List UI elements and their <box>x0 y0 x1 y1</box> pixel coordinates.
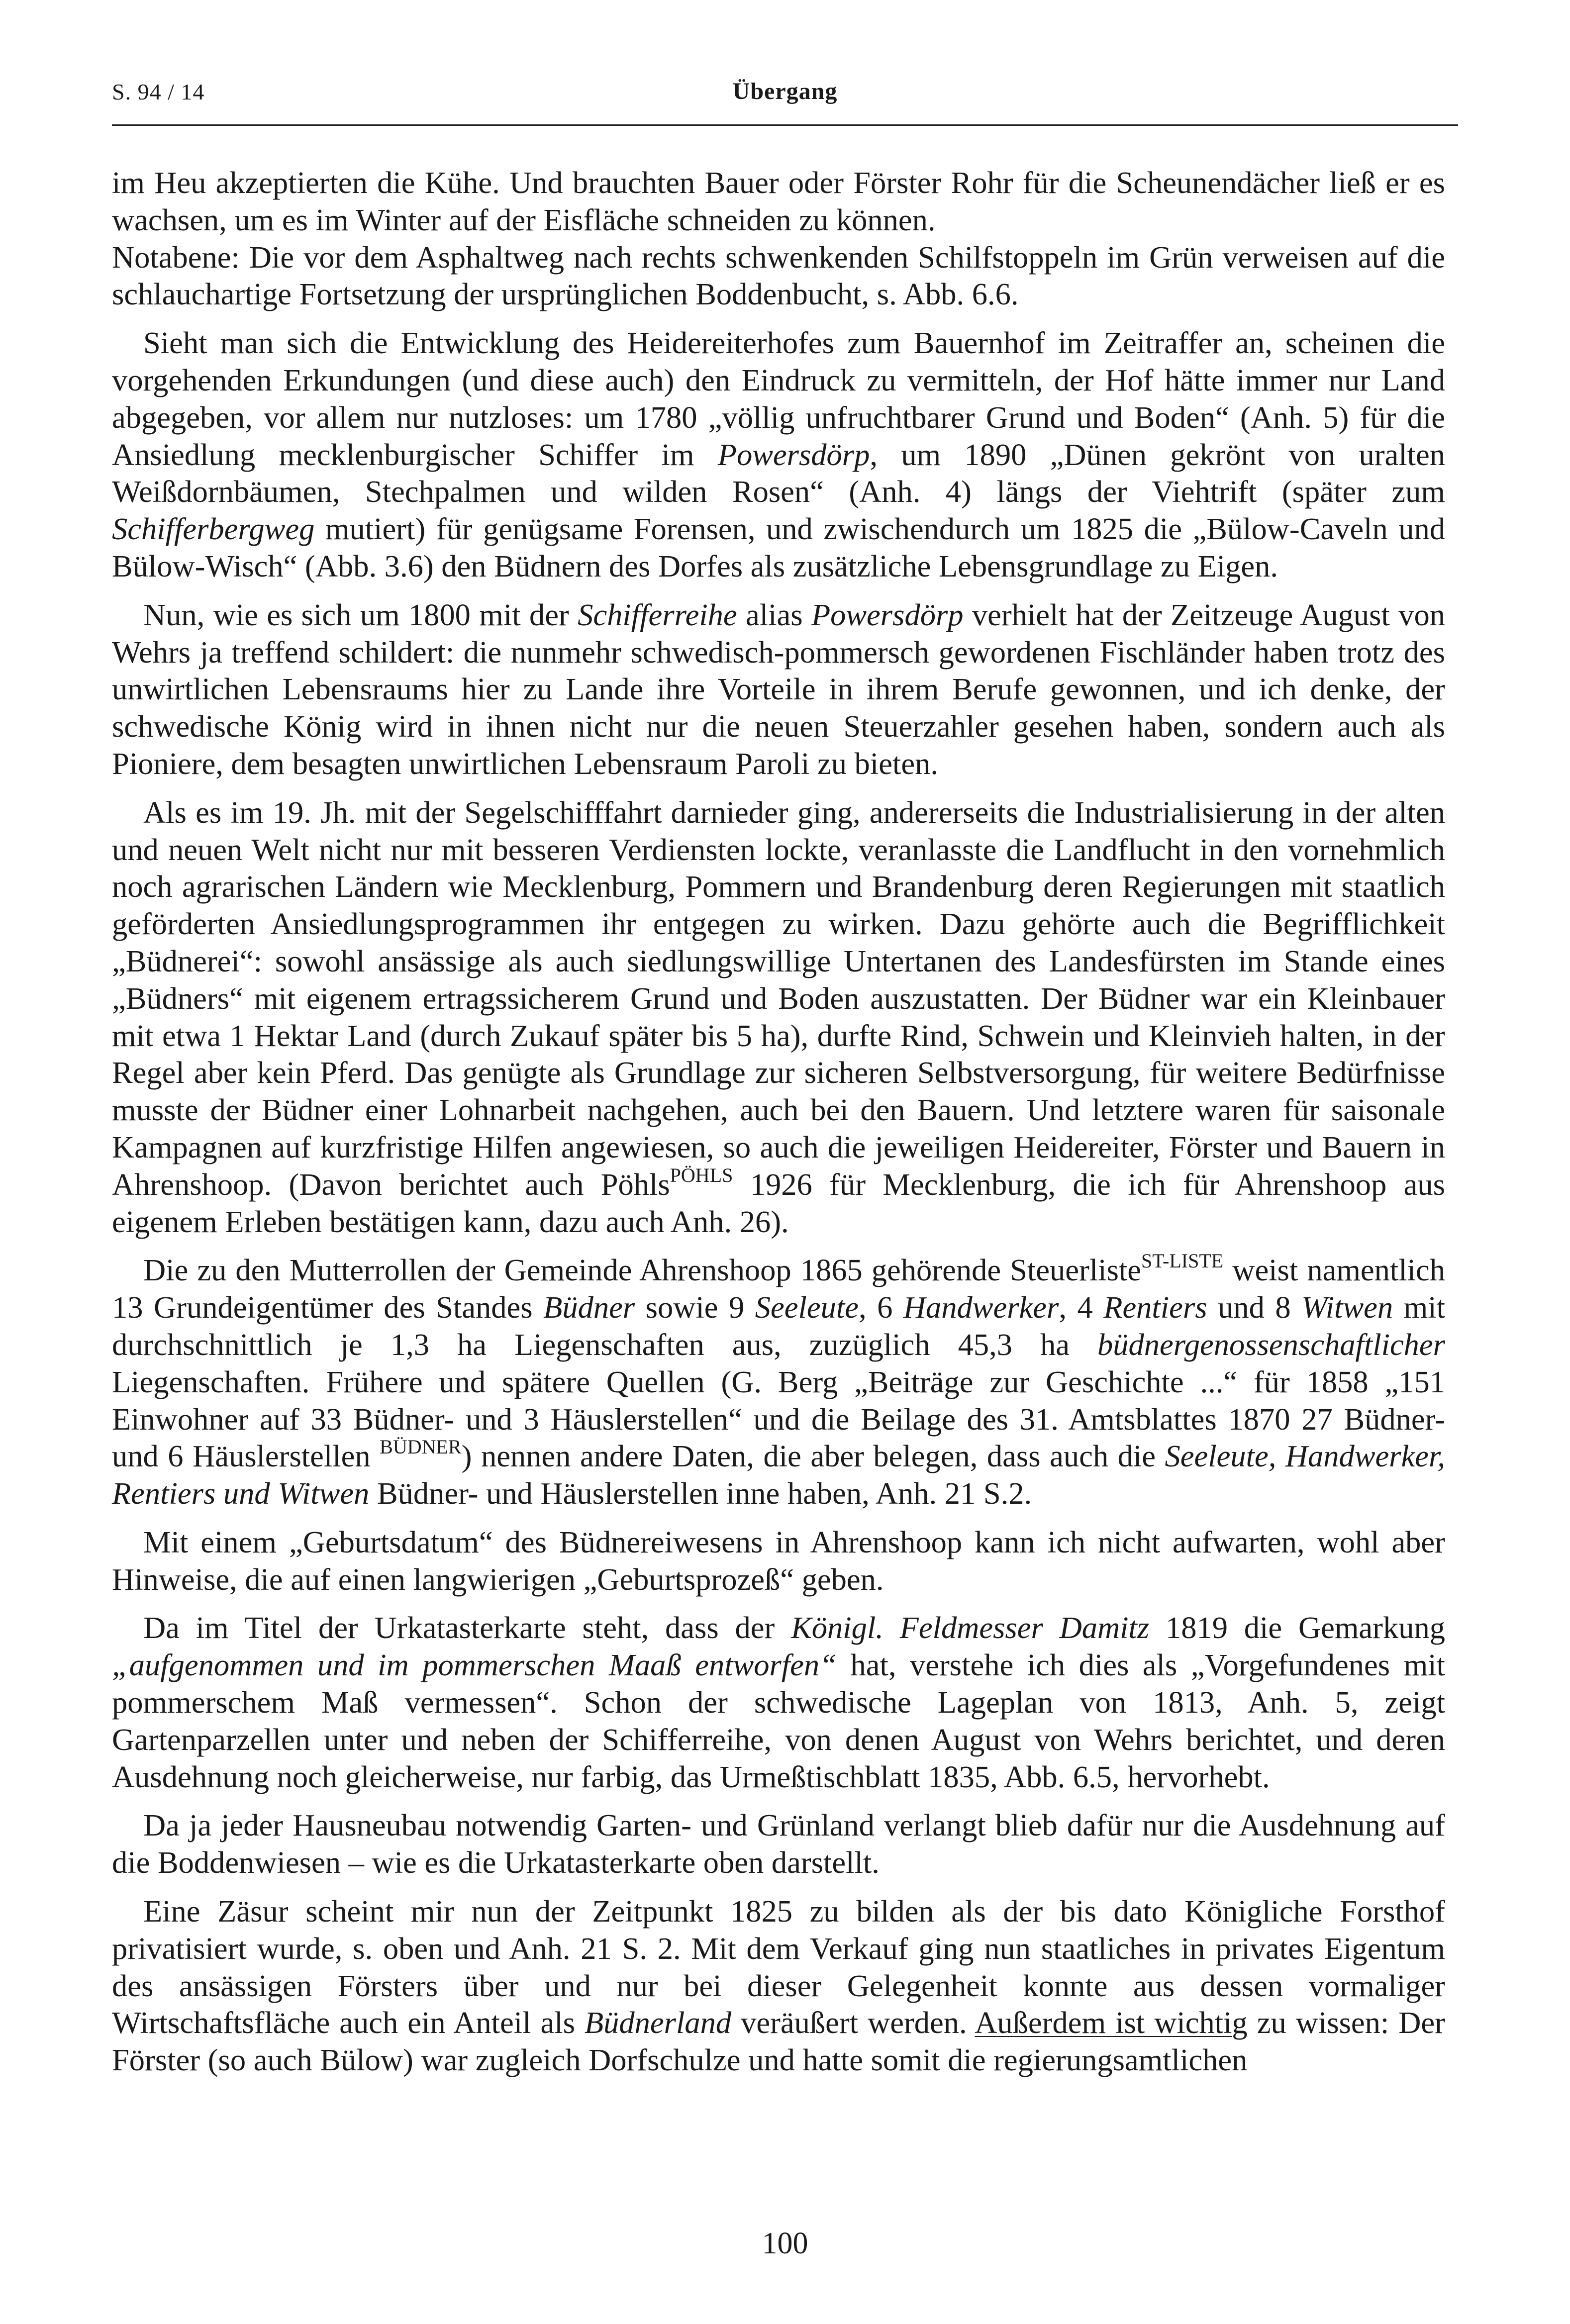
page-number: 100 <box>762 2227 808 2260</box>
paragraph: Da ja jeder Hausneubau notwendig Garten- und Grünland verlangt blieb dafür nur die Ausdehnung auf die Boddenwiesen – wie es die Urkatasterkarte oben darstellt. <box>112 1808 1445 1880</box>
paragraph: Als es im 19. Jh. mit der Segelschifffahrt darnieder ging, andererseits die Industrialisierung in der alten und neuen Welt nicht nur mit besseren Verdiensten lockte, veranlasste die Landflucht in den vornehmlich noch agrarischen Ländern wie Mecklenburg, Pommern und Brandenburg deren Regierungen mit staatlich geförderten Ansiedlungsprogrammen ihr entgegen zu wirken. Dazu gehörte auch die Begrifflichkeit „Büdnerei“: sowohl ansässige als auch siedlungswillige Untertanen des Landesfürsten im Stande eines „Büdners“ mit eigenem ertragssicherem Grund und Boden auszustatten. Der Büdner war ein Kleinbauer mit etwa 1 Hektar Land (durch Zukauf später bis 5 ha), durfte Rind, Schwein und Kleinvieh halten, in der Regel aber kein Pferd. Das genügte als Grundlage zur sicheren Selbstversorgung, für weitere Bedürfnisse musste der Büdner einer Lohnarbeit nachgehen, auch bei den Bauern. Und letztere waren für saisonale Kampagnen auf kurzfristige Hilfen angewiesen, so auch die jeweiligen Heidereiter, Förster und Bauern in Ahrenshoop. (Davon berichtet auch Pöhls$^{PÖHLS}$ 1926 für Mecklenburg, die ich für Ahrenshoop aus eigenem Erleben bestätigen kann, dazu auch Anh. 26). <box>112 794 1445 1239</box>
underlined-phrase: Außerdem ist wichtig <box>975 2005 1248 2040</box>
citation-marker: BÜDNER <box>380 1436 462 1458</box>
page-reference: S. 94 / 14 <box>112 79 205 104</box>
paragraph: Nun, wie es sich um 1800 mit der Schifferreihe alias Powersdörp verhielt hat der Zeitzeuge August von Wehrs ja treffend schildert: die nunmehr schwedisch-pommersch gewordenen Fischländer haben trotz des unwirtlichen Lebensraums hier zu Lande ihre Vorteile in ihrem Berufe gewonnen, und ich denke, der schwedische König wird in ihnen nicht nur die neuen Steuerzahler gesehen haben, sondern auch als Pioniere, dem besagten unwirtlichen Lebensraum Paroli zu bieten. <box>112 597 1445 781</box>
paragraph: im Heu akzeptierten die Kühe. Und brauchten Bauer oder Förster Rohr für die Scheunendächer ließ er es wachsen, um es im Winter auf der Eisfläche schneiden zu können. <box>112 165 1445 237</box>
chapter-title: Übergang <box>732 78 838 104</box>
paragraph: Notabene: Die vor dem Asphaltweg nach rechts schwenkenden Schilfstoppeln im Grün verweisen auf die schlauchartige Fortsetzung der ursprünglichen Boddenbucht, s. Abb. 6.6. <box>112 239 1445 312</box>
paragraph: Sieht man sich die Entwicklung des Heidereiterhofes zum Bauernhof im Zeitraffer an, scheinen die vorgehenden Erkundungen (und diese auch) den Eindruck zu vermitteln, der Hof hätte immer nur Land abgegeben, vor allem nur nutzloses: um 1780 „völlig unfruchtbarer Grund und Boden“ (Anh. 5) für die Ansiedlung mecklenburgischer Schiffer im Powersdörp, um 1890 „Dünen gekrönt von uralten Weißdornbäumen, Stechpalmen und wilden Rosen“ (Anh. 4) längs der Viehtrift (später zum Schifferbergweg mutiert) für genügsame Forensen, und zwischendurch um 1825 die „Bülow-Caveln und Bülow-Wisch“ (Abb. 3.6) den Büdnern des Dorfes als zusätzliche Lebensgrundlage zu Eigen. <box>112 325 1446 583</box>
running-header <box>112 70 1458 126</box>
citation-marker: ST-LISTE <box>1141 1250 1224 1272</box>
paragraph: Eine Zäsur scheint mir nun der Zeitpunkt 1825 zu bilden als der bis dato Königliche Forsthof privatisiert wurde, s. oben und Anh. 21 S. 2. Mit dem Verkauf ging nun staatliches in privates Eigentum des ansässigen Försters über und nur bei dieser Gelegenheit konnte aus dessen vormaliger Wirtschaftsfläche auch ein Anteil als Büdnerland veräußert werden. Außerdem ist wichtig zu wissen: Der Förster (so auch Bülow) war zugleich Dorfschulze und hatte somit die regierungsamtlichen <box>112 1894 1445 2078</box>
paragraph: Mit einem „Geburtsdatum“ des Büdnereiwesens in Ahrenshoop kann ich nicht aufwarten, wohl aber Hinweise, die auf einen langwierigen „Geburtsprozeß“ geben. <box>112 1524 1445 1597</box>
paragraph: Die zu den Mutterrollen der Gemeinde Ahrenshoop 1865 gehörende Steuerliste$^{ST-LISTE}$ weist namentlich 13 Grundeigentümer des Standes Büdner sowie 9 Seeleute, 6 Handwerker, 4 Rentiers und 8 Witwen mit durchschnittlich je 1,3 ha Liegenschaften aus, zuzüglich 45,3 ha büdnergenossenschaftlicher Liegenschaften. Frühere und spätere Quellen (G. Berg „Beiträge zur Geschichte ...“ für 1858 „151 Einwohner auf 33 Büdner- und 3 Häuslerstellen“ und die Beilage des 31. Amtsblattes 1870 27 Büdner- und 6 Häuslerstellen $^{BÜDNER}$) nennen andere Daten, die aber belegen, dass auch die Seeleute, Handwerker, Rentiers und Witwen Büdner- und Häuslerstellen inne haben, Anh. 21 S.2. <box>112 1250 1446 1511</box>
paragraph: Da im Titel der Urkatasterkarte steht, dass der Königl. Feldmesser Damitz 1819 die Gemarkung „aufgenommen und im pommerschen Maaß entworfen“ hat, verstehe ich dies als „Vorgefundenes mit pommerschem Maß vermessen“. Schon der schwedische Lageplan von 1813, Anh. 5, zeigt Gartenparzellen unter und neben der Schifferreihe, von denen August von Wehrs berichtet, und deren Ausdehnung noch gleicherweise, nur farbig, das Urmeßtischblatt 1835, Abb. 6.5, hervorhebt. <box>112 1610 1445 1794</box>
citation-marker: PÖHLS <box>670 1163 733 1186</box>
body-text <box>112 164 1445 2090</box>
